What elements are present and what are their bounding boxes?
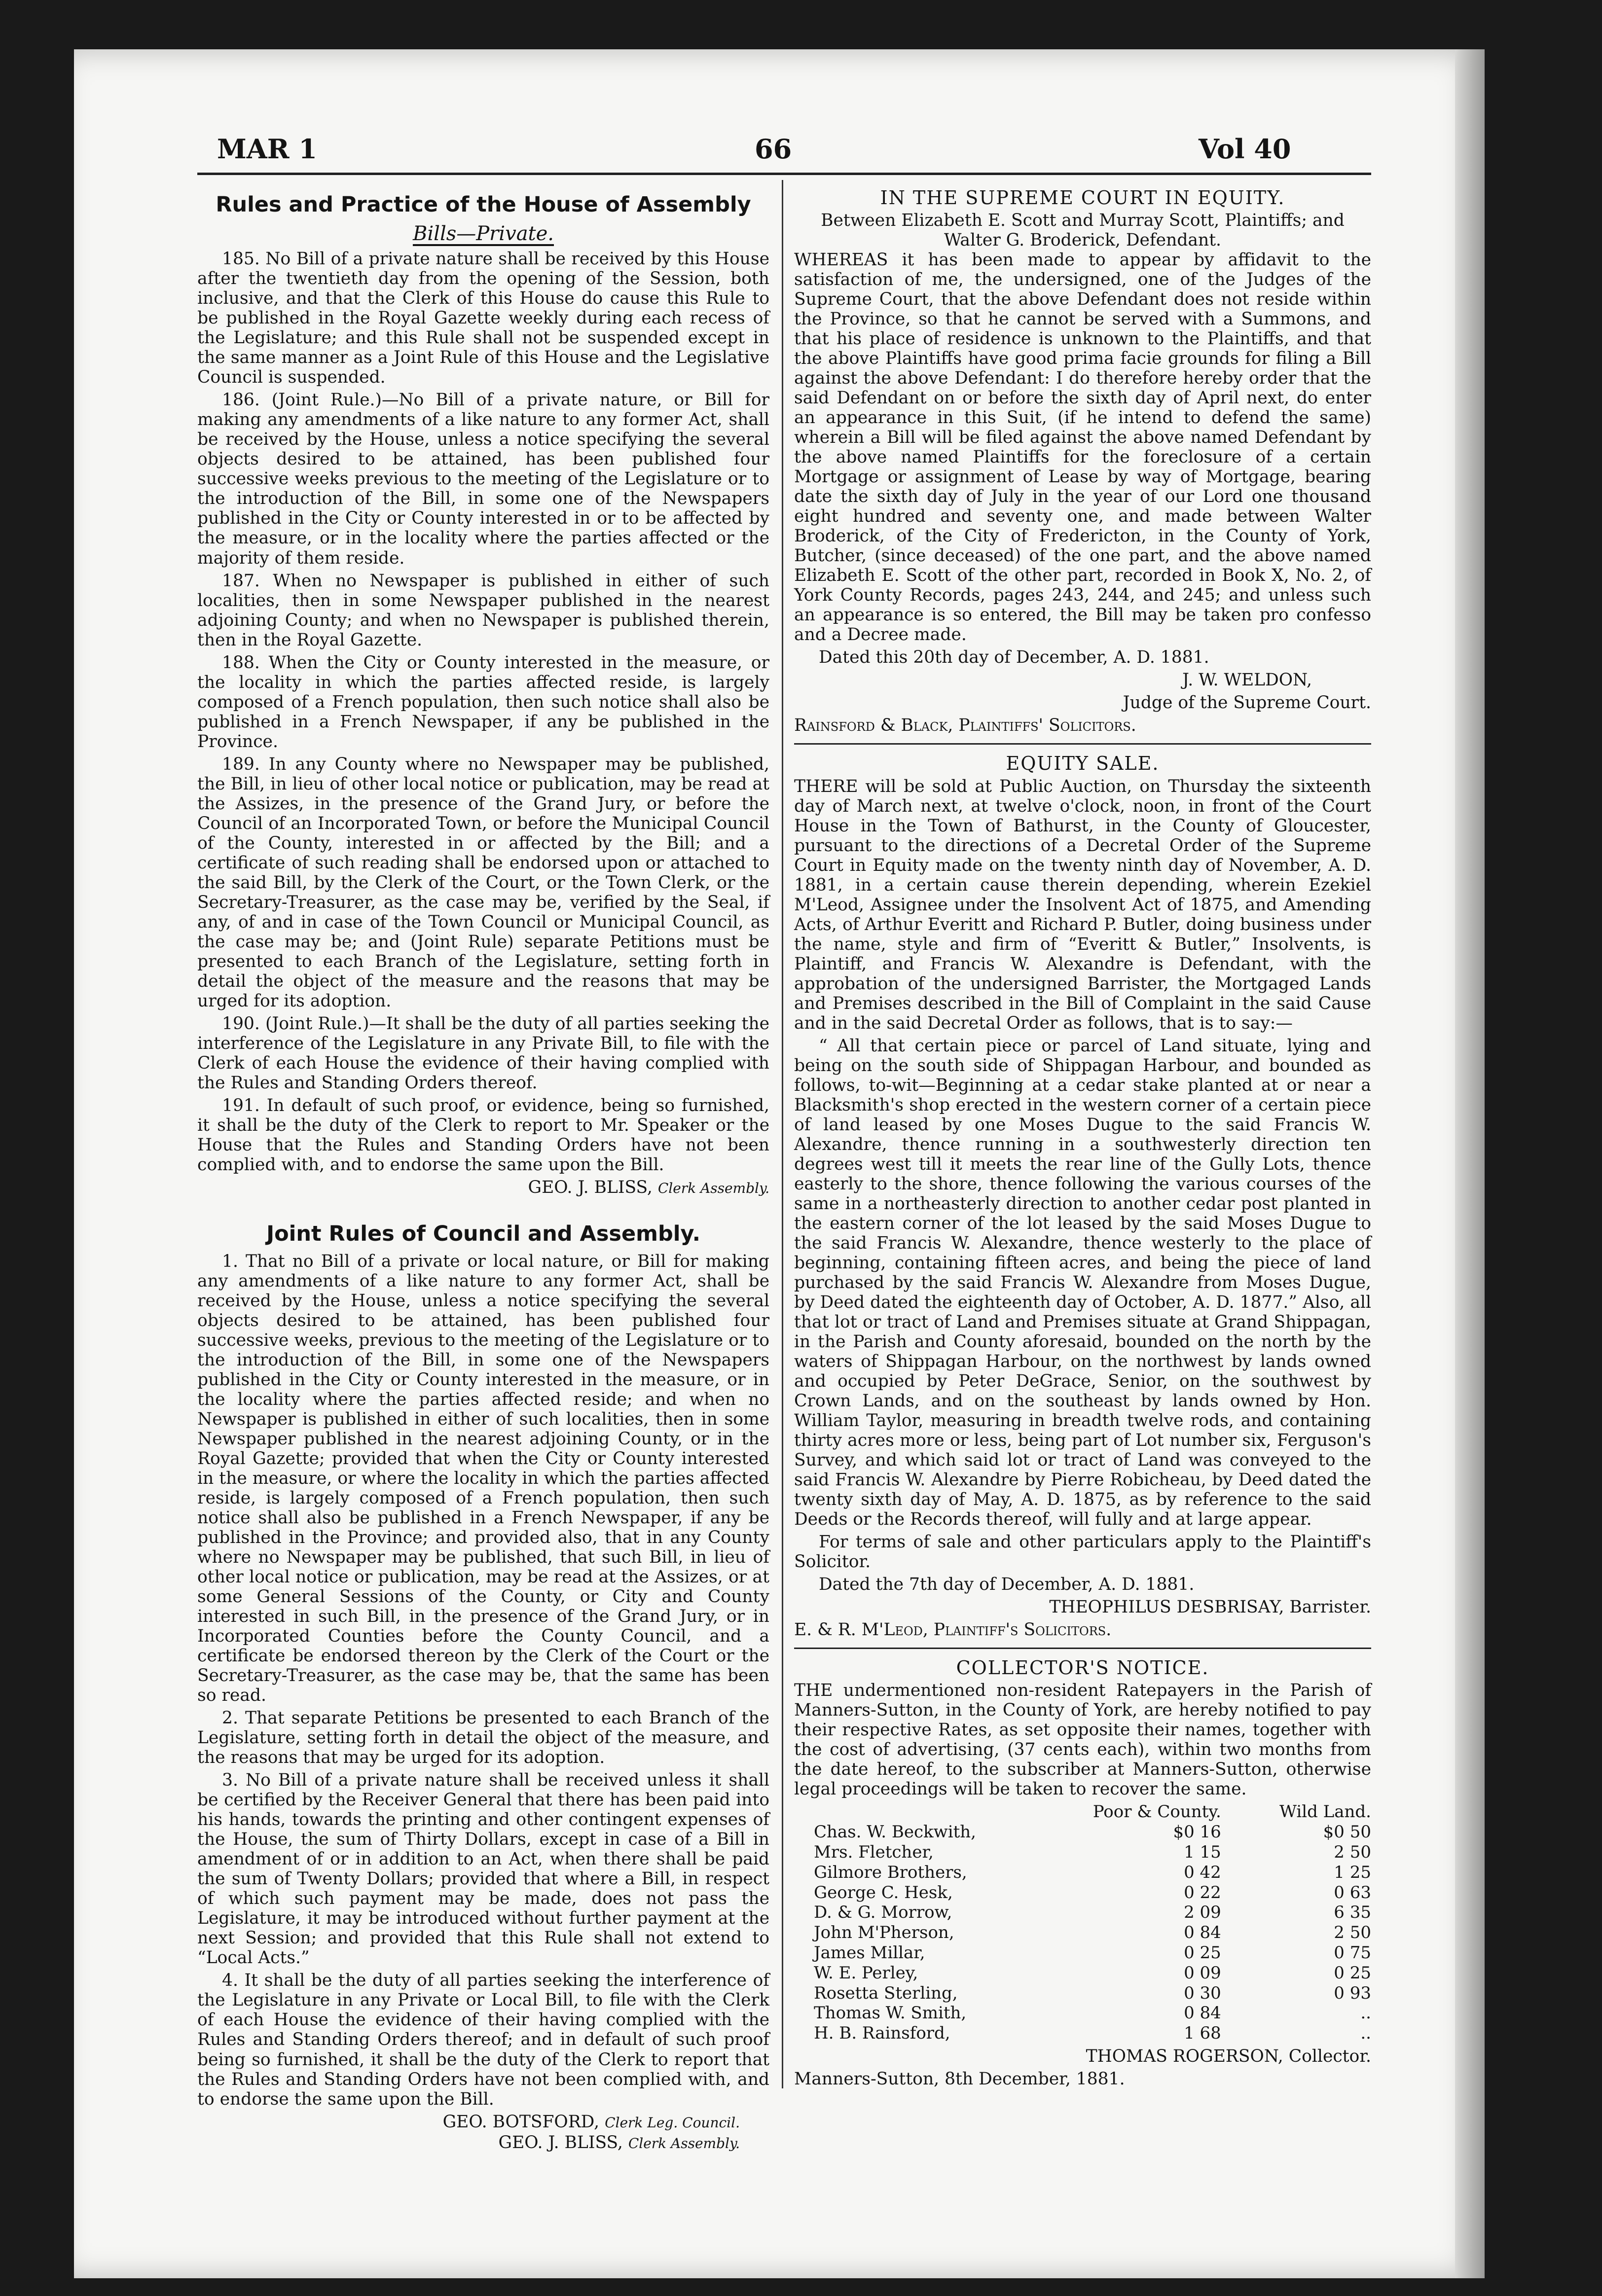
header-volume: Vol 40	[1199, 133, 1291, 165]
joint-rule-3: 3. No Bill of a private nature shall be received unless it shall be certified by the Receiver General that there has been paid into his hands, towards the printing and other contingent expenses of the House, the sum of Thirty Dollars, except in case of a Bill in amendment of or in addition to an Act, when there shall be paid the sum of Twenty Dollars; provided that where a Bill, in respect of which such payment may be made, does not pass the Legislature, it may be introduced without further payment at the next Session; and provided that this Rule shall not extend to “Local Acts.”	[197, 1770, 769, 1968]
ratepayer-name: James Millar,	[814, 1942, 925, 1963]
ratepayer-wild-rate: 1 25	[1334, 1862, 1371, 1882]
ratepayer-name: W. E. Perley,	[814, 1963, 918, 1983]
ratepayer-name: George C. Hesk,	[814, 1882, 953, 1902]
equity-solicitors: E. & R. M'Leod, Plaintiff's Solicitors.	[794, 1620, 1112, 1640]
table-row	[794, 1842, 1371, 1863]
ratepayers-table	[794, 1802, 1371, 2044]
ratepayer-wild-rate: ..	[1360, 2003, 1371, 2023]
ratepayer-name: Thomas W. Smith,	[814, 2003, 967, 2023]
table-row	[794, 1943, 1371, 1963]
ratepayer-name: Gilmore Brothers,	[814, 1862, 967, 1882]
rule-189: 189. In any County where no Newspaper may be published, the Bill, in lieu of other local notice or publication, may be read at the Assizes, in the presence of the Grand Jury, or before the Council of an Incorporated Town, or before the Municipal Council of the County, interested in or affected by the Bill; and a certificate of such reading shall be endorsed upon or attached to the said Bill, by the Clerk of the Court, or the Town Clerk, or the Secretary-Treasurer, as the case may be, verified by the Seal, if any, of and in case of the Town Council or Municipal Council, as the case may be; and (Joint Rule) separate Petitions must be presented to each Branch of the Legislature, setting forth in detail the object of the measure and the reasons that may be urged for its adoption.	[197, 754, 769, 1011]
collector-signature: THOMAS ROGERSON, Collector.	[1086, 2046, 1371, 2066]
court-parties-1: Between Elizabeth E. Scott and Murray Scott, Plaintiffs; and	[821, 211, 1345, 231]
ratepayer-wild-rate: 0 25	[1334, 1963, 1371, 1983]
court-judge-role: Judge of the Supreme Court.	[1123, 693, 1371, 713]
joint-rule-2: 2. That separate Petitions be presented to each Branch of the Legislature, setting forth in detail the object of the measure, and the reasons that may be urged for its adoption.	[197, 1708, 769, 1768]
court-dated: Dated this 20th day of December, A. D. 1881.	[819, 647, 1209, 668]
joint-rule-1: 1. That no Bill of a private or local nature, or Bill for making any amendments of a like nature to any former Act, shall be received by the House, unless a notice specifying the several objects desired to be attained, has been published four successive weeks, previous to the meeting of the Legislature or to the introduction of the Bill, in some one of the Newspapers published in the City or County interested in the measure, or in the locality where the parties affected reside; and when no Newspaper is published in either of such localities, then in some Newspaper published in the nearest adjoining County, or in the Royal Gazette; provided that when the City or County interested in the measure, or where the locality in which the parties affected reside, is largely composed of a French population, then such notice shall also be published in a French Newspaper, if any be published in the Province; and provided also, that in any County where no Newspaper may be published, that such Bill, in lieu of other local notice or publication, may be read at the Assizes, or at some General Sessions of the County, or City and County interested in such Bill, in the presence of the Grand Jury, or in Incorporated Counties before the County Council, and a certificate be endorsed thereon by the Clerk of the Court or the Secretary-Treasurer, as the case may be, that the same has been so read.	[197, 1251, 769, 1706]
ratepayer-name: Rosetta Sterling,	[814, 1983, 958, 2003]
sig-role: Clerk Leg. Council.	[605, 2114, 740, 2131]
page-binding-shadow	[1455, 49, 1485, 2278]
ratepayer-wild-rate: 0 93	[1334, 1983, 1371, 2003]
ratepayer-name: H. B. Rainsford,	[814, 2023, 950, 2044]
ratepayer-poor-rate: 2 09	[1184, 1902, 1221, 1923]
joint-rules-title: Joint Rules of Council and Assembly.	[266, 1221, 700, 1246]
ratepayer-name: John M'Pherson,	[814, 1923, 954, 1943]
col-head-poor: Poor & County.	[1092, 1802, 1221, 1822]
collector-title: COLLECTOR'S NOTICE.	[956, 1657, 1209, 1679]
joint-rule-4: 4. It shall be the duty of all parties seeking the interference of the Legislature in any Private or Local Bill, to file with the Clerk of each House the evidence of their having complied with the Rules and Standing Orders thereof; and in default of such proof being so furnished, it shall be the duty of the Clerk to report that the Rules and Standing Orders have not been complied with, and to endorse the same upon the Bill.	[197, 1971, 769, 2109]
rules-title: Rules and Practice of the House of Assembly	[216, 192, 751, 217]
equity-para-2: “ All that certain piece or parcel of Land situate, lying and being on the south side of Shippagan Harbour, and bounded as follows, to-wit—Beginning at a cedar stake planted at or near a Blacksmith's shop erected in the western corner of a certain piece of land leased by one Moses Dugue to the said Francis W. Alexandre, thence running in a southwesterly direction ten degrees west till it meets the rear line of the Gully Lots, thence easterly to the shore, thence following the various courses of the same in a northeasterly direction to another cedar post planted in the eastern corner of the lot leased by the said Moses Dugue to the said Francis W. Alexandre, thence westerly to the place of beginning, containing fifteen acres, and being the piece of land purchased by the said Francis W. Alexandre from Moses Dugue, by Deed dated the eighteenth day of October, A. D. 1877.” Also, all that lot or tract of Land and Premises situate at Grand Shippagan, in the Parish and County aforesaid, bounded on the north by the waters of Shippagan Harbour, on the northwest by lands owned and occupied by Peter DeGrace, Senior, on the southwest by Crown Lands, and on the southeast by lands owned by Hon. William Taylor, measuring in breadth twelve rods, and containing thirty acres more or less, being part of Lot number six, Ferguson's Survey, and which said lot or tract of Land was conveyed to the said Francis W. Alexandre by Pierre Robicheau, by Deed dated the twenty sixth day of May, A. D. 1875, as by reference to the said Deeds or the Records thereof, will fully and at large appear.	[794, 1036, 1371, 1530]
ratepayer-name: Chas. W. Beckwith,	[814, 1822, 976, 1842]
ratepayer-poor-rate: 0 84	[1184, 2003, 1221, 2023]
equity-title: EQUITY SALE.	[1006, 753, 1160, 775]
rule-191: 191. In default of such proof, or evidence, being so furnished, it shall be the duty of the Clerk to report to Mr. Speaker or the House that the Rules and Standing Orders have not been complied with, and to endorse the same upon the Bill.	[197, 1095, 769, 1175]
equity-dated: Dated the 7th day of December, A. D. 1881.	[819, 1575, 1195, 1595]
table-row	[794, 1902, 1371, 1923]
header-date: MAR 1	[217, 133, 317, 165]
equity-para-1: THERE will be sold at Public Auction, on Thursday the sixteenth day of March next, at twelve o'clock, noon, in front of the Court House in the Town of Bathurst, in the County of Gloucester, pursuant to the directions of a Decretal Order of the Supreme Court in Equity made on the twenty ninth day of November, A. D. 1881, in a certain cause therein depending, wherein Ezekiel M'Leod, Assignee under the Insolvent Act of 1875, and Amending Acts, of Arthur Everitt and Richard P. Butler, doing business under the name, style and firm of “Everitt & Butler,” Insolvents, is Plaintiff, and Francis W. Alexandre is Defendant, with the approbation of the undersigned Barrister, the Mortgaged Lands and Premises described in the Bill of Complaint in the said Cause and in the said Decretal Order as follows, that is to say:—	[794, 776, 1371, 1033]
table-row	[794, 1923, 1371, 1943]
sig-role: Clerk Assembly.	[657, 1180, 769, 1196]
ratepayer-wild-rate: 0 75	[1334, 1942, 1371, 1963]
rule-185: 185. No Bill of a private nature shall be received by this House after the twentieth day from the opening of the Session, both inclusive, and that the Clerk of this House do cause this Rule to be published in the Royal Gazette weekly during each recess of the Legislature; and this Rule shall not be suspended except in the same manner as a Joint Rule of this House and the Legislative Council is suspended.	[197, 249, 769, 388]
table-row	[794, 1822, 1371, 1842]
sig-name: GEO. J. BLISS,	[528, 1177, 653, 1197]
header-page-number: 66	[755, 133, 792, 165]
equity-barrister: THEOPHILUS DESBRISAY, Barrister.	[1049, 1597, 1371, 1617]
ratepayers-body	[794, 1822, 1371, 2044]
ratepayer-poor-rate: $0 16	[1173, 1822, 1221, 1842]
collector-body: THE undermentioned non-resident Ratepayers in the Parish of Manners-Sutton, in the County of York, are hereby notified to pay their respective Rates, as set opposite their names, together with the cost of advertising, (37 cents each), within two months from the date hereof, to the subscriber at Manners-Sutton, otherwise legal proceedings will be taken to recover the same.	[794, 1681, 1371, 1799]
left-column	[197, 185, 769, 2237]
ratepayer-wild-rate: 0 63	[1334, 1882, 1371, 1902]
rules-subtitle: Bills—Private.	[412, 222, 554, 245]
table-row	[794, 1983, 1371, 2004]
sig-role: Clerk Assembly.	[628, 2135, 740, 2152]
section-rule	[794, 743, 1371, 745]
ratepayer-poor-rate: 0 09	[1184, 1963, 1221, 1983]
rule-190: 190. (Joint Rule.)—It shall be the duty of all parties seeking the interference of the Legislature in any Private Bill, to file with the Clerk of each House the evidence of their having complied with the Rules and Standing Orders thereof.	[197, 1013, 769, 1093]
court-parties-2: Walter G. Broderick, Defendant.	[944, 230, 1222, 251]
section-rule	[794, 1648, 1371, 1649]
signature-bliss-2	[197, 2133, 740, 2152]
rule-188: 188. When the City or County interested in the measure, or the locality in which the parties affected reside, is largely composed of a French population, then such notice shall also be published in a French Newspaper, if any be published in the Province.	[197, 652, 769, 752]
header-rule	[197, 173, 1371, 175]
table-row	[794, 2003, 1371, 2023]
sig-name: GEO. J. BLISS,	[498, 2132, 623, 2152]
court-judge: J. W. WELDON,	[1182, 670, 1312, 690]
court-title: IN THE SUPREME COURT IN EQUITY.	[880, 187, 1285, 209]
signature-bliss-1	[197, 1178, 769, 1197]
signature-botsford	[197, 2112, 740, 2132]
ratepayer-poor-rate: 1 15	[1184, 1842, 1221, 1862]
court-solicitors: Rainsford & Black, Plaintiffs' Solicitors.	[794, 716, 1136, 736]
ratepayer-wild-rate: 2 50	[1334, 1923, 1371, 1943]
ratepayer-poor-rate: 1 68	[1184, 2023, 1221, 2044]
ratepayer-wild-rate: ..	[1360, 2023, 1371, 2044]
rule-187: 187. When no Newspaper is published in either of such localities, then in some Newspaper published in the nearest adjoining County; and when no Newspaper is published therein, then in the Royal Gazette.	[197, 571, 769, 650]
table-row	[794, 1963, 1371, 1983]
sig-name: GEO. BOTSFORD,	[442, 2112, 600, 2132]
rule-186: 186. (Joint Rule.)—No Bill of a private nature, or Bill for making any amendments of a like nature to any former Act, shall be received by the House, unless a notice specifying the several objects desired to be attained, has been published four successive weeks previous to the meeting of the Legislature or to the introduction of the Bill, in some one of the Newspapers published in the City or County interested in or to be affected by the measure, or in the locality where the parties affected or the majority of them reside.	[197, 390, 769, 568]
ratepayer-name: D. & G. Morrow,	[814, 1902, 952, 1923]
table-header-row	[794, 1802, 1371, 1822]
ratepayer-wild-rate: 6 35	[1334, 1902, 1371, 1923]
ratepayer-poor-rate: 0 30	[1184, 1983, 1221, 2003]
table-row	[794, 2023, 1371, 2044]
table-row	[794, 1863, 1371, 1883]
ratepayer-poor-rate: 0 42	[1184, 1862, 1221, 1882]
ratepayer-wild-rate: $0 50	[1323, 1822, 1371, 1842]
column-divider	[782, 180, 783, 2088]
table-row	[794, 1883, 1371, 1903]
col-head-wild: Wild Land.	[1279, 1802, 1371, 1822]
court-order-body: WHEREAS it has been made to appear by affidavit to the satisfaction of me, the undersigned, one of the Judges of the Supreme Court, that the above Defendant does not reside within the Province, so that he cannot be served with a Summons, and that his place of residence is unknown to the Plaintiffs, and that the above Plaintiffs have good prima facie grounds for filing a Bill against the above Defendant: I do therefore hereby order that the said Defendant on or before the sixth day of April next, do enter an appearance in this Suit, (if he intend to defend the same) wherein a Bill will be filed against the above named Defendant by the above named Plaintiffs for the foreclosure of a certain Mortgage or assignment of Lease by way of Mortgage, bearing date the sixth day of July in the year of our Lord one thousand eight hundred and seventy one, and made between Walter Broderick, of the City of Fredericton, in the County of York, Butcher, (since deceased) of the one part, and the above named Elizabeth E. Scott of the other part, recorded in Book X, No. 2, of York County Records, pages 243, 244, and 245; and unless such an appearance is so entered, the Bill may be taken pro confesso and a Decree made.	[794, 250, 1371, 645]
equity-para-3: For terms of sale and other particulars apply to the Plaintiff's Solicitor.	[794, 1532, 1371, 1572]
ratepayer-wild-rate: 2 50	[1334, 1842, 1371, 1862]
ratepayer-name: Mrs. Fletcher,	[814, 1842, 934, 1862]
ratepayer-poor-rate: 0 84	[1184, 1923, 1221, 1943]
ratepayer-poor-rate: 0 22	[1184, 1882, 1221, 1902]
right-column	[794, 185, 1371, 2237]
col-head-name	[794, 1802, 1059, 1822]
collector-dated: Manners-Sutton, 8th December, 1881.	[794, 2069, 1125, 2089]
ratepayer-poor-rate: 0 25	[1184, 1942, 1221, 1963]
